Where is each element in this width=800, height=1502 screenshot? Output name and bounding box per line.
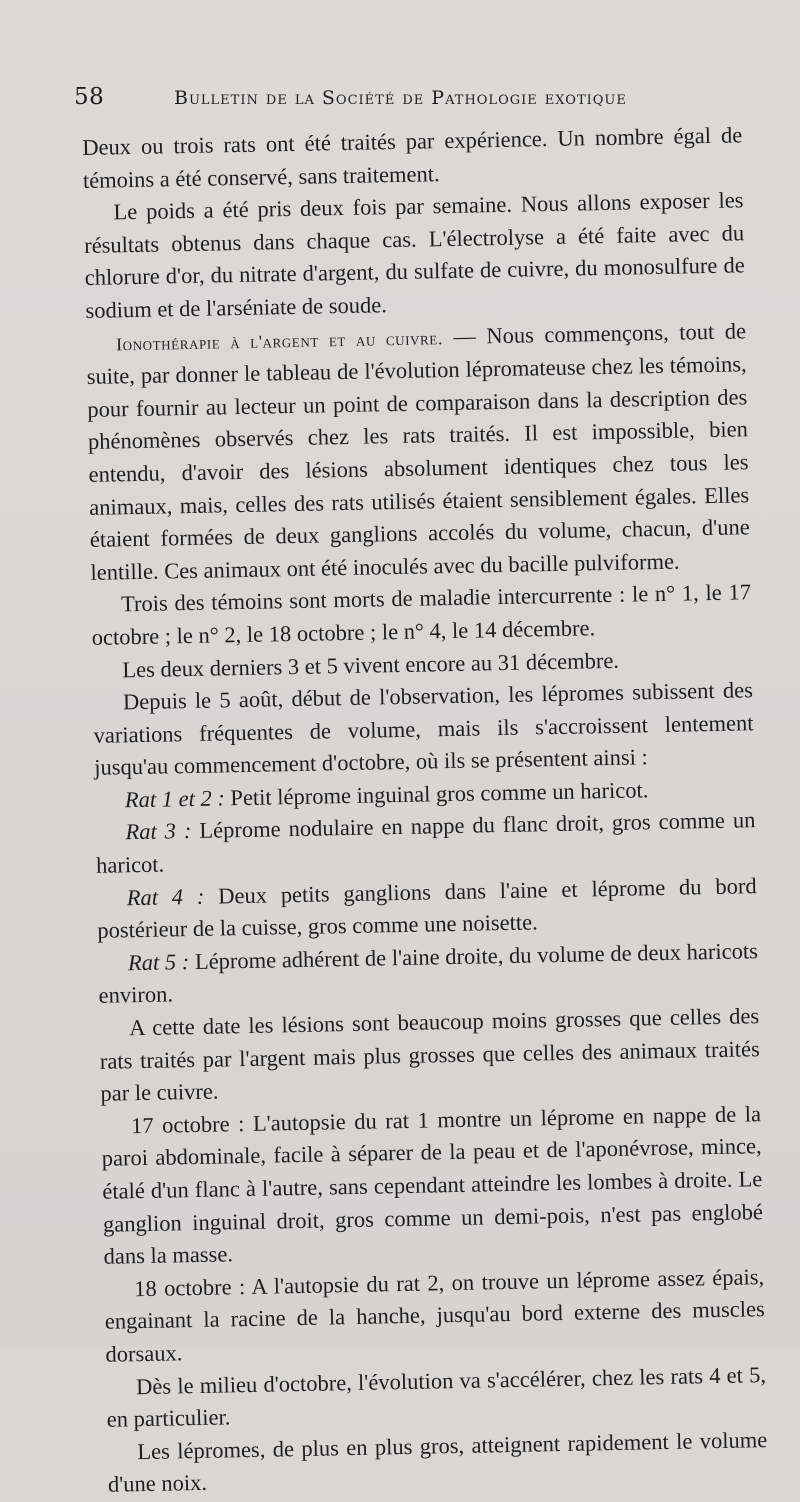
paragraph: 18 octobre : A l'autopsie du rat 2, on trouve un léprome assez épais, engainant la racine de la hanche, jusqu'au bord externe des muscles dorsaux. <box>104 1263 765 1367</box>
item-text: Léprome adhérent de l'aine droite, du volume de deux haricots environ. <box>98 938 759 1009</box>
paragraph: 17 octobre : L'autopsie du rat 1 montre un léprome en nappe de la paroi abdominale, facile à séparer de la peau et de l'aponévrose, mince, étalé d'un flanc à l'autre, sans cependant atteindre les lombes à droite. Le ganglion inguinal droit, gros comme un demi-pois, n'est pas englobé dans la masse. <box>101 1100 764 1269</box>
paragraph: Deux ou trois rats ont été traités par expérience. Un nombre égal de témoins a été conservé, sans traitement. <box>82 122 743 193</box>
paragraph: Depuis le 5 août, début de l'observation, les lépromes subissent des variations fréquentes de volume, mais ils s'accroissent lentement jusqu'au commencement d'octobre, où ils se présentent ainsi : <box>93 677 754 781</box>
paragraph-text: — Nous commençons, tout de suite, par donner le tableau de l'évolution lépromateuse chez les témoins, pour fournir au lecteur un point de comparaison dans la description des phénomènes observés chez les rats traités. Il est impossible, bien entendu, d'avoir des lésions absolument identiques chez tous les animaux, mais, celles des rats utilisés étaient sensiblement égales. Elles étaient formées de deux ganglions accolés du volume, chacun, d'une lentille. Ces animaux ont été inoculés avec du bacille pulviforme. <box>86 317 750 585</box>
page-number: 58 <box>74 84 105 110</box>
article-body <box>82 119 768 1501</box>
running-title: Bulletin de la Société de Pathologie exotique <box>174 87 627 109</box>
paragraph: Les deux derniers 3 et 5 vivent encore au 31 décembre. <box>122 647 620 682</box>
paragraph: Dès le milieu d'octobre, l'évolution va s'accélérer, chez les rats 4 et 5, en particulier. <box>106 1361 767 1432</box>
paragraph: Trois des témoins sont morts de maladie intercurrente : le n° 1, le 17 octobre ; le n° 2, le 18 octobre ; le n° 4, le 14 décembre. <box>91 579 752 650</box>
page-header <box>74 84 654 110</box>
item-text: Léprome nodulaire en nappe du flanc droit, gros comme un haricot. <box>95 807 756 878</box>
paragraph: Les lépromes, de plus en plus gros, atteignent rapidement le volume d'une noix. <box>107 1426 768 1498</box>
paragraph <box>86 315 751 589</box>
paragraph: Le poids a été pris deux fois par semaine. Nous allons exposer les résultats obtenus dans chaque cas. L'électrolyse a été faite avec du chlorure d'or, du nitrate d'argent, du sulfate de cuivre, du monosulfure de sodium et de l'arséniate de soude. <box>83 187 745 323</box>
item-text: Deux petits ganglions dans l'aine et léprome du bord postérieur de la cuisse, gros comme une noisette. <box>97 872 757 944</box>
item-label: Rat 4 : <box>126 883 205 910</box>
item-text: Petit léprome inguinal gros comme un haricot. <box>224 777 649 811</box>
item-label: Rat 1 et 2 : <box>124 785 226 813</box>
item-label: Rat 5 : <box>127 948 190 976</box>
paragraph: A cette date les lésions sont beaucoup moins grosses que celles des rats traités par l'argent mais plus grosses que celles des animaux traités par le cuivre. <box>99 1003 760 1107</box>
section-heading: Ionothérapie à l'argent et au cuivre. <box>115 327 444 354</box>
item-label: Rat 3 : <box>125 818 192 845</box>
